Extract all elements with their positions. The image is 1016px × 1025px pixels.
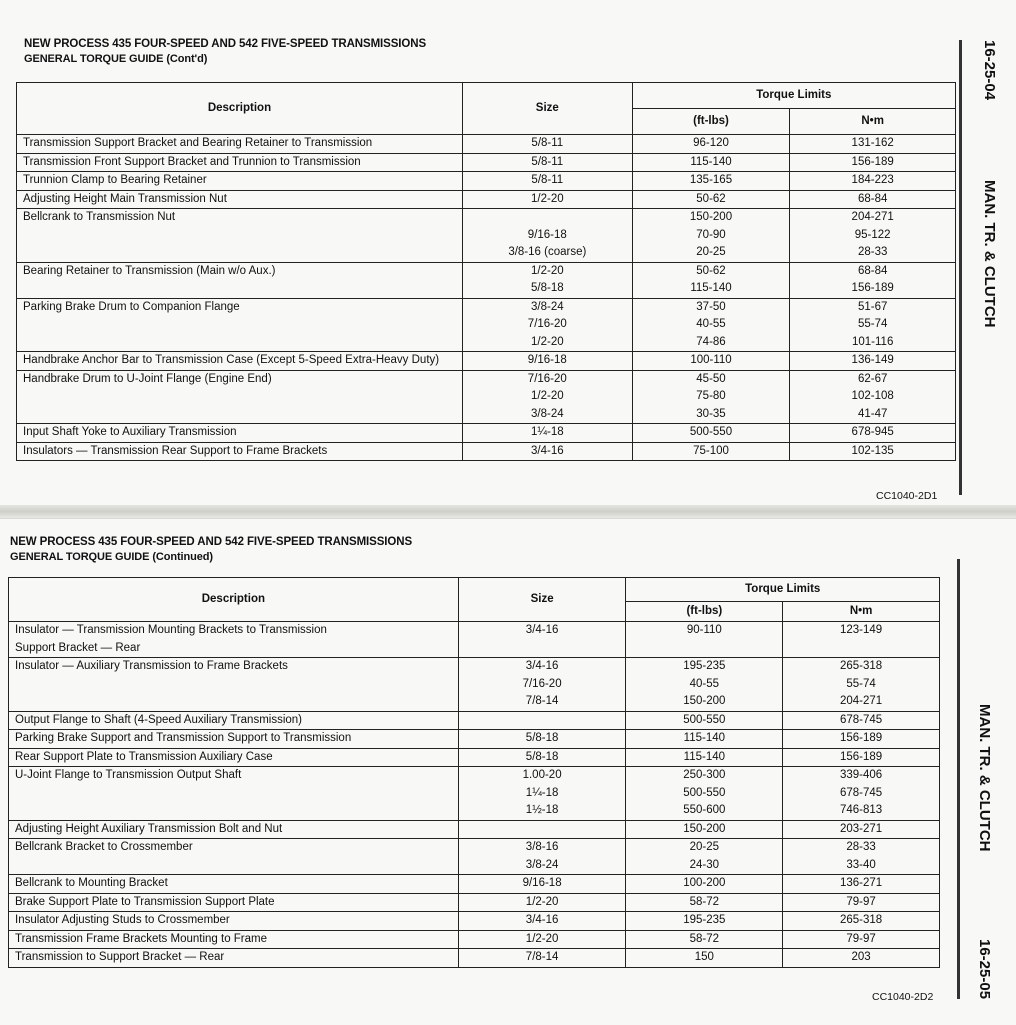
row-description xyxy=(17,298,463,352)
row-ftlbs-line: 90-110 xyxy=(686,624,722,636)
row-nm xyxy=(790,209,956,263)
row-nm-line: 265-318 xyxy=(840,914,883,926)
row-ftlbs xyxy=(632,298,790,352)
row-description xyxy=(9,949,459,968)
row-size-line: 1/2-20 xyxy=(531,335,564,348)
row-size xyxy=(458,912,626,931)
row-nm xyxy=(783,839,940,875)
row-ftlbs-line: 58-72 xyxy=(689,932,720,945)
table-row xyxy=(9,767,940,821)
torque-table xyxy=(16,82,956,461)
row-description xyxy=(9,658,459,712)
row-nm xyxy=(783,893,940,912)
row-size-line: 9/16-18 xyxy=(527,354,567,366)
row-ftlbs xyxy=(626,839,783,875)
row-nm xyxy=(783,622,940,658)
row-ftlbs xyxy=(632,442,790,461)
row-description xyxy=(9,820,459,839)
row-ftlbs-line: 100-200 xyxy=(683,877,726,889)
row-ftlbs-line: 150-200 xyxy=(689,211,733,223)
table-row xyxy=(9,748,940,767)
row-size-line: 5/8-18 xyxy=(531,282,564,294)
row-description-line: Input Shaft Yoke to Auxiliary Transmission xyxy=(23,426,237,438)
row-size-line: 3/4-16 xyxy=(531,444,564,457)
row-nm-line: 156-189 xyxy=(851,282,894,294)
row-ftlbs-line: 115-140 xyxy=(690,282,732,294)
row-ftlbs xyxy=(632,262,790,298)
row-ftlbs xyxy=(626,875,783,894)
table-row xyxy=(9,893,940,912)
row-ftlbs-line: 45-50 xyxy=(696,372,726,385)
row-ftlbs-line: 70-90 xyxy=(696,228,726,241)
row-ftlbs xyxy=(632,172,790,191)
page-title xyxy=(10,535,412,565)
row-ftlbs xyxy=(626,658,783,712)
row-ftlbs-line: 195-235 xyxy=(683,914,726,926)
table-row xyxy=(17,442,956,461)
row-nm-line: 678-745 xyxy=(840,786,883,799)
row-ftlbs xyxy=(632,352,790,371)
row-description-line: Adjusting Height Main Transmission Nut xyxy=(23,192,227,205)
row-ftlbs-line: 50-62 xyxy=(696,264,726,277)
row-description-line: Brake Support Plate to Transmission Support Plate xyxy=(15,895,275,908)
row-nm-line: 678-945 xyxy=(851,426,894,438)
row-size xyxy=(462,424,632,443)
row-nm-line: 156-189 xyxy=(840,750,883,763)
header-description: Description xyxy=(9,578,459,622)
row-size-line xyxy=(463,821,622,839)
row-nm-line: 156-189 xyxy=(851,155,894,168)
row-description-line: Insulator Adjusting Studs to Crossmember xyxy=(15,914,230,926)
chapter-tab: MAN. TR. & CLUTCH xyxy=(981,180,998,328)
row-ftlbs xyxy=(632,209,790,263)
row-description xyxy=(17,209,463,263)
table-row xyxy=(17,352,956,371)
row-description-line: Parking Brake Drum to Companion Flange xyxy=(23,300,240,313)
row-nm xyxy=(790,135,956,154)
row-ftlbs-line: 100-110 xyxy=(690,354,732,366)
row-ftlbs-line: 96-120 xyxy=(693,137,729,149)
row-nm xyxy=(790,442,956,461)
row-nm-line: 123-149 xyxy=(840,624,883,636)
row-nm-line: 28-33 xyxy=(846,841,876,853)
row-ftlbs xyxy=(632,424,790,443)
table-row xyxy=(9,949,940,968)
row-size-line xyxy=(467,209,628,227)
section-tab: 16-25-04 xyxy=(981,40,998,101)
row-description-line: Trunnion Clamp to Bearing Retainer xyxy=(23,174,207,186)
row-description xyxy=(17,370,463,424)
row-description xyxy=(17,424,463,443)
row-nm xyxy=(783,949,940,968)
row-size-line: 9/16-18 xyxy=(522,877,562,889)
row-size xyxy=(458,767,626,821)
row-nm-line: 33-40 xyxy=(846,858,876,871)
row-description-line: Bellcrank to Mounting Bracket xyxy=(15,877,168,889)
row-ftlbs xyxy=(626,912,783,931)
row-ftlbs-line: 115-140 xyxy=(683,732,726,744)
row-size-line: 1/2-20 xyxy=(531,390,564,402)
row-description-line: Bearing Retainer to Transmission (Main w/o Aux.) xyxy=(23,264,276,277)
row-size-line: 7/16-20 xyxy=(522,677,562,690)
row-ftlbs xyxy=(626,820,783,839)
row-description xyxy=(17,442,463,461)
row-size-line: 3/4-16 xyxy=(525,914,559,926)
table-row xyxy=(17,370,956,424)
row-description xyxy=(9,622,459,658)
row-nm-line: 101-116 xyxy=(851,335,894,348)
row-ftlbs-line: 20-25 xyxy=(689,841,720,853)
table-row xyxy=(17,209,956,263)
row-size-line: 7/8-14 xyxy=(525,695,559,707)
header-torque-limits: Torque Limits xyxy=(632,83,955,109)
header-ftlbs: (ft-lbs) xyxy=(632,109,790,135)
row-description-line: Insulators — Transmission Rear Support to Frame Brackets xyxy=(23,444,328,457)
row-size-line xyxy=(463,712,622,730)
row-description xyxy=(9,839,459,875)
margin-rule xyxy=(959,40,962,495)
table-row xyxy=(9,875,940,894)
row-nm-line: 55-74 xyxy=(846,677,876,690)
row-size xyxy=(462,172,632,191)
row-description xyxy=(9,767,459,821)
row-description xyxy=(9,893,459,912)
row-nm xyxy=(783,730,940,749)
manual-page-bottom xyxy=(0,518,1016,1025)
row-size-line: 3/8-24 xyxy=(531,300,564,313)
margin-rule xyxy=(957,559,960,999)
page-subtitle: GENERAL TORQUE GUIDE (Cont'd) xyxy=(24,53,208,65)
row-size xyxy=(458,622,626,658)
row-ftlbs xyxy=(632,135,790,154)
row-ftlbs-line: 500-550 xyxy=(683,786,726,799)
row-size-line: 1/2-20 xyxy=(531,264,564,277)
row-ftlbs-line: 150-200 xyxy=(683,695,726,707)
row-size-line: 7/16-20 xyxy=(527,318,567,330)
row-description-line: Rear Support Plate to Transmission Auxiliary Case xyxy=(15,750,273,763)
row-description-line: Transmission Support Bracket and Bearing Retainer to Transmission xyxy=(23,137,373,149)
row-ftlbs-line: 150-200 xyxy=(683,822,726,835)
row-nm xyxy=(783,748,940,767)
row-size-line: 1/2-20 xyxy=(525,932,559,945)
row-nm-line: 79-97 xyxy=(846,932,876,945)
row-size-line: 3/8-16 (coarse) xyxy=(508,246,587,258)
table-row xyxy=(17,424,956,443)
row-description-line: Parking Brake Support and Transmission Support to Transmission xyxy=(15,732,352,744)
row-ftlbs xyxy=(632,190,790,209)
row-description xyxy=(17,135,463,154)
table-row xyxy=(9,912,940,931)
header-nm: N•m xyxy=(783,602,940,622)
table-row xyxy=(17,135,956,154)
figure-reference: CC1040-2D1 xyxy=(876,490,938,502)
row-ftlbs xyxy=(632,370,790,424)
row-size-line: 5/8-11 xyxy=(531,137,564,149)
table-row xyxy=(9,622,940,658)
row-ftlbs xyxy=(626,767,783,821)
row-size xyxy=(458,711,626,730)
row-size xyxy=(462,153,632,172)
row-description xyxy=(9,711,459,730)
table-row xyxy=(17,190,956,209)
row-size-line: 5/8-11 xyxy=(531,174,564,186)
row-ftlbs-line: 50-62 xyxy=(696,192,726,205)
row-nm-line: 51-67 xyxy=(857,300,888,313)
row-size xyxy=(462,352,632,371)
row-nm-line: 746-813 xyxy=(840,804,883,816)
row-nm-line: 156-189 xyxy=(840,732,883,744)
row-nm-line: 41-47 xyxy=(857,407,888,420)
row-size xyxy=(462,190,632,209)
header-description: Description xyxy=(17,83,463,135)
row-description-line: Insulator — Auxiliary Transmission to Frame Brackets xyxy=(15,660,288,672)
row-nm-line: 102-135 xyxy=(851,444,894,457)
row-size-line: 3/8-24 xyxy=(525,858,559,871)
row-size-line: 1¼-18 xyxy=(531,426,564,438)
row-ftlbs-line: 30-35 xyxy=(696,407,726,420)
row-ftlbs-line: 250-300 xyxy=(683,769,726,781)
manual-page-top xyxy=(0,0,1016,505)
page-title xyxy=(24,37,426,67)
table-row xyxy=(9,711,940,730)
row-ftlbs-line: 20-25 xyxy=(696,246,726,258)
page-title-text: NEW PROCESS 435 FOUR-SPEED AND 542 FIVE-SPEED TRANSMISSIONS xyxy=(24,38,427,50)
torque-table-body xyxy=(17,135,956,461)
row-ftlbs-line: 75-80 xyxy=(696,390,726,402)
row-size-line: 3/8-16 xyxy=(525,841,559,853)
row-ftlbs-line: 150 xyxy=(694,951,714,963)
table-row xyxy=(9,820,940,839)
row-size xyxy=(458,730,626,749)
row-ftlbs-line: 500-550 xyxy=(689,426,733,438)
header-size: Size xyxy=(462,83,632,135)
row-description-line: Transmission Front Support Bracket and Trunnion to Transmission xyxy=(23,155,361,168)
row-ftlbs-line: 550-600 xyxy=(683,804,726,816)
row-nm-line: 102-108 xyxy=(851,390,894,402)
row-nm-line: 79-97 xyxy=(846,895,876,908)
row-nm xyxy=(783,711,940,730)
row-size-line: 5/8-18 xyxy=(525,732,559,744)
figure-reference: CC1040-2D2 xyxy=(872,991,934,1003)
header-torque-limits: Torque Limits xyxy=(626,578,940,602)
row-description xyxy=(9,930,459,949)
row-description-line: Adjusting Height Auxiliary Transmission Bolt and Nut xyxy=(15,822,283,835)
row-description-line: Handbrake Drum to U-Joint Flange (Engine End) xyxy=(23,372,272,385)
row-size xyxy=(458,658,626,712)
row-nm-line: 68-84 xyxy=(857,192,888,205)
row-size-line: 5/8-11 xyxy=(531,155,564,168)
row-size xyxy=(458,893,626,912)
row-nm-line: 204-271 xyxy=(851,211,894,223)
table-row xyxy=(17,172,956,191)
row-size-line: 3/4-16 xyxy=(525,660,559,672)
row-nm-line: 678-745 xyxy=(840,713,883,726)
row-size xyxy=(458,820,626,839)
row-ftlbs-line: 75-100 xyxy=(693,444,729,457)
page-title-text: NEW PROCESS 435 FOUR-SPEED AND 542 FIVE-SPEED TRANSMISSIONS xyxy=(10,536,413,548)
row-nm xyxy=(783,930,940,949)
row-size xyxy=(458,748,626,767)
row-description-line: Transmission Frame Brackets Mounting to Frame xyxy=(15,932,268,945)
section-tab: 16-25-05 xyxy=(976,939,993,1000)
row-ftlbs-line: 40-55 xyxy=(689,677,720,690)
row-description-line: Insulator — Transmission Mounting Brackets to Transmission xyxy=(15,624,327,636)
row-nm xyxy=(790,190,956,209)
row-nm-line: 265-318 xyxy=(840,660,883,672)
torque-table-body xyxy=(9,622,940,968)
row-description-line: Bellcrank Bracket to Crossmember xyxy=(15,841,193,853)
row-ftlbs xyxy=(626,730,783,749)
row-size-line: 1¼-18 xyxy=(525,786,559,799)
row-ftlbs xyxy=(626,748,783,767)
row-nm-line: 203 xyxy=(851,951,871,963)
table-row xyxy=(17,153,956,172)
row-nm-line: 204-271 xyxy=(840,695,883,707)
row-nm xyxy=(790,153,956,172)
row-description xyxy=(9,912,459,931)
row-nm xyxy=(790,352,956,371)
row-description-line: Support Bracket — Rear xyxy=(15,641,141,654)
torque-table xyxy=(8,577,940,968)
row-nm-line: 203-271 xyxy=(840,822,883,835)
row-nm-line: 68-84 xyxy=(857,264,888,277)
row-ftlbs xyxy=(626,949,783,968)
row-size-line: 1/2-20 xyxy=(531,192,564,205)
row-ftlbs-line: 58-72 xyxy=(689,895,720,908)
row-size xyxy=(458,930,626,949)
row-size-line: 3/4-16 xyxy=(525,624,559,636)
row-size-line: 7/8-14 xyxy=(525,951,559,963)
row-size xyxy=(462,370,632,424)
row-ftlbs-line: 500-550 xyxy=(683,713,726,726)
row-size-line: 5/8-18 xyxy=(525,750,559,763)
row-nm xyxy=(790,424,956,443)
row-ftlbs-line: 135-165 xyxy=(689,174,733,186)
row-ftlbs xyxy=(626,893,783,912)
row-nm-line: 184-223 xyxy=(851,174,894,186)
row-ftlbs xyxy=(626,711,783,730)
row-nm xyxy=(790,298,956,352)
row-size xyxy=(462,298,632,352)
table-row xyxy=(17,298,956,352)
row-ftlbs-line: 195-235 xyxy=(683,660,726,672)
row-ftlbs-line: 40-55 xyxy=(696,318,726,330)
row-ftlbs-line: 115-140 xyxy=(690,155,732,168)
row-size xyxy=(458,839,626,875)
row-ftlbs-line: 74-86 xyxy=(696,335,726,348)
row-description xyxy=(17,190,463,209)
row-nm-line: 131-162 xyxy=(851,137,894,149)
row-ftlbs xyxy=(626,622,783,658)
row-ftlbs-line: 115-140 xyxy=(683,750,726,763)
table-row xyxy=(9,658,940,712)
row-size-line: 7/16-20 xyxy=(527,372,567,385)
row-size xyxy=(462,135,632,154)
book-spine xyxy=(0,505,1016,518)
row-ftlbs xyxy=(626,930,783,949)
chapter-tab: MAN. TR. & CLUTCH xyxy=(976,704,993,852)
row-size xyxy=(458,949,626,968)
row-nm xyxy=(790,370,956,424)
page-subtitle: GENERAL TORQUE GUIDE (Continued) xyxy=(10,551,213,563)
row-description-line: Handbrake Anchor Bar to Transmission Case (Except 5-Speed Extra-Heavy Duty) xyxy=(23,354,440,366)
row-size xyxy=(458,875,626,894)
table-row xyxy=(17,262,956,298)
row-description-line: Bellcrank to Transmission Nut xyxy=(23,211,176,223)
row-nm xyxy=(783,912,940,931)
header-size: Size xyxy=(458,578,626,622)
row-nm-line: 339-406 xyxy=(840,769,883,781)
row-description xyxy=(9,730,459,749)
row-size-line: 1½-18 xyxy=(525,804,559,816)
row-description-line: Output Flange to Shaft (4-Speed Auxiliary Transmission) xyxy=(15,713,303,726)
row-ftlbs xyxy=(632,153,790,172)
row-nm-line: 136-271 xyxy=(840,877,883,889)
row-nm-line: 28-33 xyxy=(857,246,888,258)
row-description xyxy=(9,748,459,767)
row-description-line: Transmission to Support Bracket — Rear xyxy=(15,951,225,963)
row-nm xyxy=(790,172,956,191)
row-description xyxy=(17,262,463,298)
row-size-line: 1/2-20 xyxy=(525,895,559,908)
header-ftlbs: (ft-lbs) xyxy=(626,602,783,622)
table-row xyxy=(9,839,940,875)
row-size xyxy=(462,442,632,461)
row-size xyxy=(462,262,632,298)
row-nm xyxy=(783,875,940,894)
table-row xyxy=(9,930,940,949)
row-nm xyxy=(783,658,940,712)
row-size-line: 1.00-20 xyxy=(522,769,562,781)
row-description xyxy=(17,172,463,191)
row-size-line: 9/16-18 xyxy=(527,228,567,241)
row-nm-line: 62-67 xyxy=(857,372,888,385)
row-ftlbs-line: 24-30 xyxy=(689,858,720,871)
row-nm xyxy=(790,262,956,298)
row-description xyxy=(17,153,463,172)
row-nm-line: 95-122 xyxy=(854,228,891,241)
row-nm xyxy=(783,767,940,821)
row-nm xyxy=(783,820,940,839)
row-nm-line: 55-74 xyxy=(857,318,888,330)
table-row xyxy=(9,730,940,749)
row-size xyxy=(462,209,632,263)
row-description xyxy=(17,352,463,371)
row-description-line: U-Joint Flange to Transmission Output Shaft xyxy=(15,769,242,781)
header-nm: N•m xyxy=(790,109,956,135)
row-size-line: 3/8-24 xyxy=(531,407,564,420)
row-ftlbs-line: 37-50 xyxy=(696,300,726,313)
row-description xyxy=(9,875,459,894)
row-nm-line: 136-149 xyxy=(851,354,894,366)
